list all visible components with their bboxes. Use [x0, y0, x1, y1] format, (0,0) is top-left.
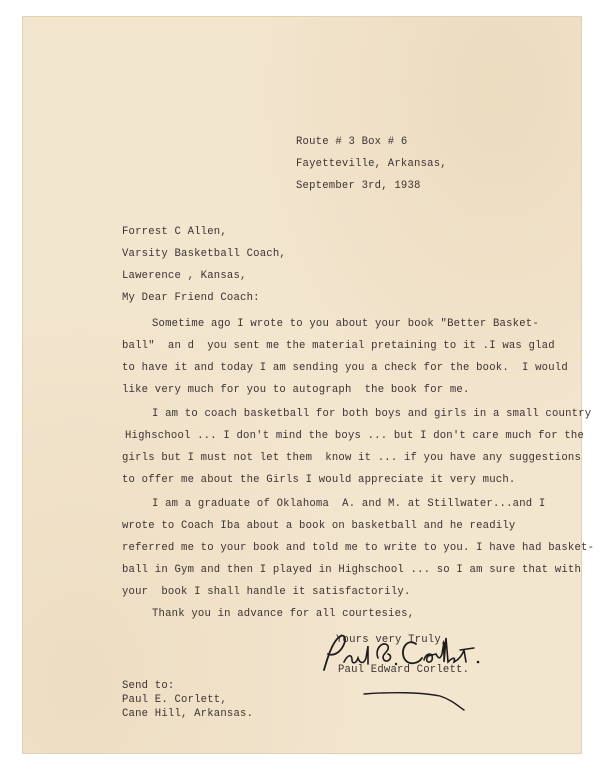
letter-date: September 3rd, 1938 [296, 180, 421, 192]
body-line: Thank you in advance for all courtesies, [152, 608, 415, 620]
pen-flourish [360, 690, 470, 714]
typed-signature-name: Paul Edward Corlett. [338, 664, 470, 676]
body-line: ball in Gym and then I played in Highschool ... so I am sure that with [122, 564, 582, 576]
body-line: I am a graduate of Oklahoma A. and M. at Stillwater...and I [152, 498, 546, 510]
recipient-location: Lawerence , Kansas, [122, 270, 247, 282]
send-to-name: Paul E. Corlett, [122, 694, 227, 706]
body-line: ball" an d you sent me the material pretaining to it .I was glad [122, 340, 555, 352]
body-line: your book I shall handle it satisfactorily. [122, 586, 411, 598]
body-line: to have it and today I am sending you a check for the book. I would [122, 362, 568, 374]
send-to-label: Send to: [122, 680, 175, 692]
body-line: girls but I must not let them know it ... if you have any suggestions [122, 452, 582, 464]
body-line: like very much for you to autograph the book for me. [122, 384, 470, 396]
body-line: Highschool ... I don't mind the boys ... but I don't care much for the [125, 430, 585, 442]
body-line: Sometime ago I wrote to you about your book "Better Basket- [152, 318, 539, 330]
sender-address-line2: Fayetteville, Arkansas, [296, 158, 447, 170]
body-line: wrote to Coach Iba about a book on basketball and he readily [122, 520, 516, 532]
body-line: to offer me about the Girls I would appreciate it very much. [122, 474, 516, 486]
body-line: I am to coach basketball for both boys and girls in a small country [152, 408, 592, 420]
salutation: My Dear Friend Coach: [122, 292, 260, 304]
send-to-address: Cane Hill, Arkansas. [122, 708, 254, 720]
body-line: referred me to your book and told me to write to you. I have had basket- [122, 542, 595, 554]
recipient-title: Varsity Basketball Coach, [122, 248, 286, 260]
recipient-name: Forrest C Allen, [122, 226, 227, 238]
sender-address-line1: Route # 3 Box # 6 [296, 136, 408, 148]
closing: Yours very Truly, [336, 634, 448, 646]
